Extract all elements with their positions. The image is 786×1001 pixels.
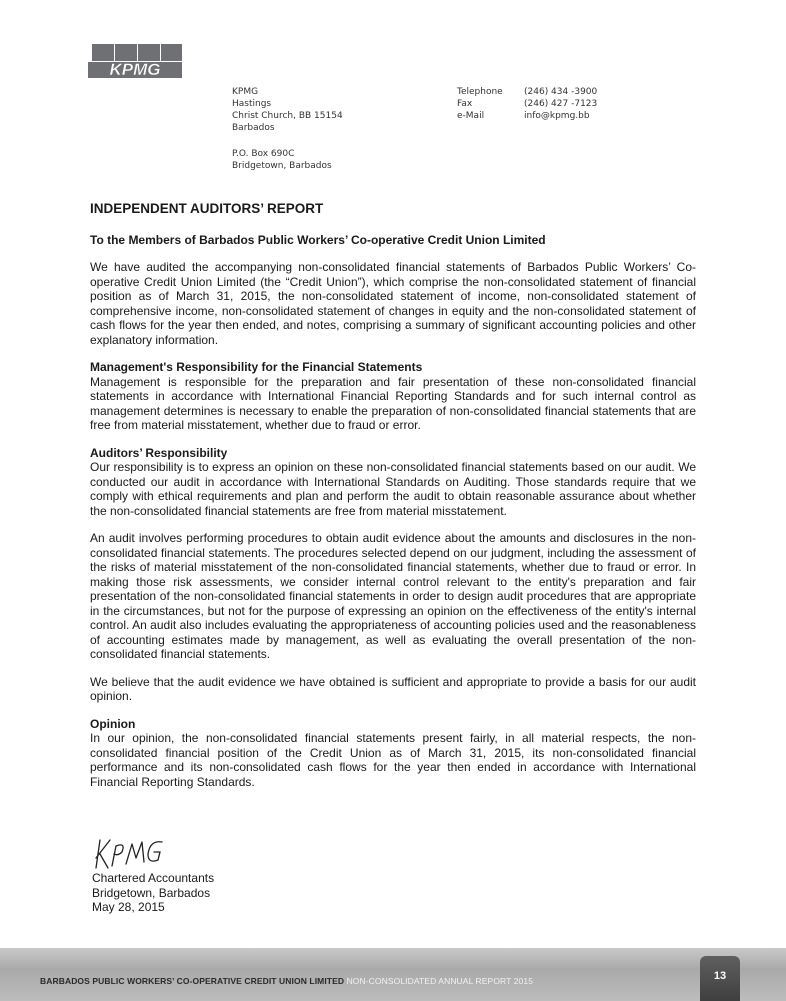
contact-label: Telephone [457,87,503,97]
contact-value: info@kpmg.bb [524,111,590,121]
closing-date: May 28, 2015 [92,900,165,914]
report-title: INDEPENDENT AUDITORS’ REPORT [90,201,324,216]
closing-block [92,871,214,915]
footer-org-name: BARBADOS PUBLIC WORKERS’ CO-OPERATIVE CREDIT UNION LIMITED [40,976,345,986]
po-box-line: P.O. Box 690C [232,149,295,159]
intro-paragraph: We have audited the accompanying non-consolidated financial statements of Barbados Public Workers’ Co-operative Credit Union Limited (the “Credit Union”), which comprise the non-consolidated statement of financial position as of March 31, 2015, the non-consolidated statement of income, non-consolidated statement of comprehensive income, non-consolidated statement of changes in equity and the non-consolidated statement of cash flows for the year then ended, and notes, comprising a summary of significant accounting policies and other explanatory information. [90,260,696,347]
page-footer [0,948,786,1001]
footer-report-name: NON-CONSOLIDATED ANNUAL REPORT 2015 [346,976,534,986]
address-line: Hastings [232,99,272,109]
kpmg-signature [92,832,182,872]
contact-value: (246) 427 -7123 [524,99,598,109]
contact-value: (246) 434 -3900 [524,87,598,97]
address-line: KPMG [232,87,259,97]
procedures-paragraph: An audit involves performing procedures to obtain audit evidence about the amounts and disclosures in the non-consolidated financial statements. The procedures selected depend on our judgment, including the assessment of the risks of material misstatement of the non-consolidated financial statements, whether due to fraud or error. In making those risk assessments, we consider internal control relevant to the entity's preparation and fair presentation of the non-consolidated financial statements in order to design audit procedures that are appropriate in the circumstances, but not for the purpose of expressing an opinion on the effectiveness of the entity's internal control. An audit also includes evaluating the appropriateness of accounting policies used and the reasonableness of accounting estimates made by management, as well as evaluating the overall presentation of the non-consolidated financial statements. [90,531,696,661]
closing-title: Chartered Accountants [92,871,215,885]
opinion-paragraph: In our opinion, the non-consolidated financial statements present fairly, in all material respects, the non-consolidated financial position of the Credit Union as of March 31, 2015, its non-consolidated financial performance and its non-consolidated cash flows for the year then ended in accordance with International Financial Reporting Standards. [90,731,696,789]
management-paragraph: Management is responsible for the preparation and fair presentation of these non-consolidated financial statements in accordance with International Financial Reporting Standards and for such internal control as management determines is necessary to enable the preparation of non-consolidated financial statements that are free from material misstatement, whether due to fraud or error. [90,374,696,432]
closing-location: Bridgetown, Barbados [92,885,211,900]
opinion-heading: Opinion [90,716,136,731]
address-line: Christ Church, BB 15154 [232,111,343,121]
kpmg-logo-text: KPMG [109,60,161,78]
report-body [90,202,696,802]
auditors-heading: Auditors’ Responsibility [90,445,228,460]
letterhead-contact-values [524,86,597,122]
contact-label: e-Mail [457,111,485,121]
footer-text [40,976,533,986]
letterhead-address [232,86,343,172]
address-line: Barbados [232,123,275,133]
kpmg-logo [88,44,182,78]
management-heading: Management's Responsibility for the Financial Statements [90,360,423,374]
po-box-line: Bridgetown, Barbados [232,161,332,171]
contact-label: Fax [457,99,473,109]
report-addressee: To the Members of Barbados Public Workers’ Co-operative Credit Union Limited [90,232,546,247]
evidence-paragraph: We believe that the audit evidence we have obtained is sufficient and appropriate to provide a basis for our audit opinion. [90,674,696,703]
auditors-paragraph: Our responsibility is to express an opinion on these non-consolidated financial statements based on our audit. We conducted our audit in accordance with International Standards on Auditing. Those standards require that we comply with ethical requirements and plan and perform the audit to obtain reasonable assurance about whether the non-consolidated financial statements are free from material misstatement. [90,460,696,518]
page-number: 13 [713,970,727,982]
letterhead-contact-labels [457,86,503,122]
